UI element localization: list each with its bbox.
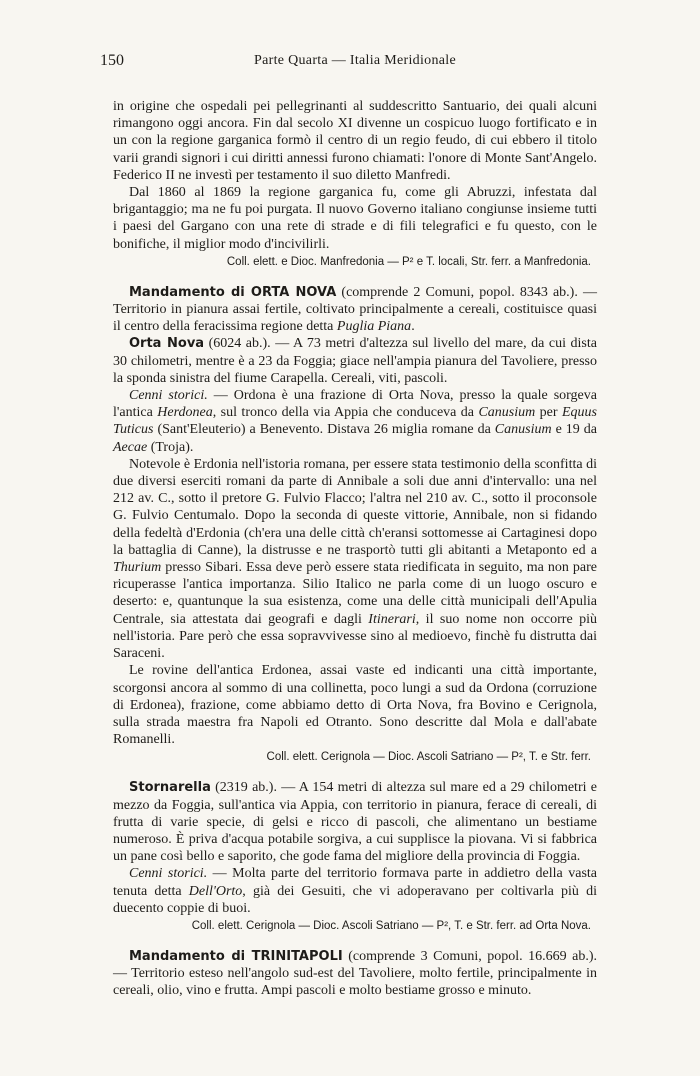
page-body (113, 98, 597, 1000)
footnote: Coll. elett. Cerignola — Dioc. Ascoli Satriano — P², T. e Str. ferr. ad Orta Nova. (191, 919, 591, 932)
page-header (100, 52, 610, 74)
cenni-label: Cenni storici. (129, 388, 208, 404)
cenni-label: Cenni storici. (129, 866, 208, 882)
section-stornarella: Stornarella (2319 ab.). — A 154 metri di altezza sul mare ed a 29 chilometri e mezzo da Foggia, sull'antica via Appia, con territorio in pianura, ferace di cereali, di frutta di varie specie, di gelsi e ricco di pascoli, che alimentano un bestiame numeroso. È priva d'acqua potabile sorgiva, a cui supplisce la piovana. Vi si fabbrica un pane così bello e saporito, che gode fama del migliore della provincia di Foggia. (113, 780, 597, 865)
section-heading: Mandamento di ORTA NOVA (129, 284, 337, 300)
paragraph: Dal 1860 al 1869 la regione garganica fu, come gli Abruzzi, infestata dal brigantaggio; ma ne fu poi purgata. Il nuovo Governo italiano congiunse insieme tutti i paesi del Gargano con una rete di strade e di fili telegrafici e fu questo, con le bonifiche, il miglior modo d'incivilirli. (113, 185, 597, 252)
town-name: Orta Nova (129, 336, 205, 352)
paragraph: Cenni storici. — Molta parte del territorio formava parte in addietro della vasta tenuta detta Dell'Orto, già dei Gesuiti, che vi adoperavano per coltivarla più di duecento coppie di buoi. (113, 866, 597, 916)
paragraph: Cenni storici. — Ordona è una frazione di Orta Nova, presso la quale sorgeva l'antica Herdonea, sul tronco della via Appia che conduceva da Canusium per Equus Tuticus (Sant'Eleuterio) a Benevento. Distava 26 miglia romane da Canusium e 19 da Aecae (Troja). (113, 388, 597, 455)
paragraph: Orta Nova (6024 ab.). — A 73 metri d'altezza sul livello del mare, da cui dista 30 chilometri, mentre è a 23 da Foggia; giace nell'ampia pianura del Tavoliere, presso la sponda sinistra del fiume Carapella. Cereali, viti, pascoli. (113, 336, 597, 386)
section-orta-nova: Mandamento di ORTA NOVA (comprende 2 Comuni, popol. 8343 ab.). — Territorio in pianura assai fertile, coltivato principalmente a cereali, costituisce quasi il centro della feracissima regione detta Puglia Piana. (113, 284, 597, 335)
paragraph: in origine che ospedali pei pellegrinanti al suddescritto Santuario, dei quali alcuni rimangono oggi ancora. Fin dal secolo XI divenne un cospicuo luogo fortificato e in un con la regione garganica formò il centro di un regio feudo, di cui ebbero il titolo varii grandi signori i cui diritti annessi furono chiamati: l'onore di Monte Sant'Angelo. Federico II ne investì per testamento il suo diletto Manfredi. (113, 99, 597, 183)
section-trinitapoli: Mandamento di TRINITAPOLI (comprende 3 Comuni, popol. 16.669 ab.). — Territorio esteso nell'angolo sud-est del Tavoliere, molto fertile, principalmente in cereali, olio, vino e frutta. Ampi pascoli e molto bestiame grosso e minuto. (113, 948, 597, 999)
footnote: Coll. elett. Cerignola — Dioc. Ascoli Satriano — P², T. e Str. ferr. (266, 751, 591, 764)
footnote: Coll. elett. e Dioc. Manfredonia — P² e T. locali, Str. ferr. a Manfredonia. (226, 255, 591, 268)
section-heading: Stornarella (129, 780, 211, 796)
section-heading: Mandamento di TRINITAPOLI (129, 948, 343, 964)
running-title: Parte Quarta — Italia Meridionale (254, 53, 456, 68)
paragraph: Le rovine dell'antica Erdonea, assai vaste ed indicanti una città importante, scorgonsi ancora al sommo di una collinetta, poco lungi a sud da Ordona (corruzione di Erdonea), frazione, come abbiamo detto di Orta Nova, fra Bovino e Cerignola, sulla strada maestra fra Napoli ed Otranto. Sono descritte dal Mola e dall'abate Romanelli. (113, 663, 597, 748)
paragraph: Notevole è Erdonia nell'istoria romana, per essere stata testimonio della sconfitta di due diversi eserciti romani da parte di Annibale a soli due anni d'intervallo: una nel 212 av. C., sotto il pretore G. Fulvio Flacco; l'altra nel 210 av. C., sotto il proconsole G. Fulvio Centumalo. Dopo la seconda di queste vittorie, Annibale, non si fidando della fedeltà d'Erdonia (ch'era una delle città ch'eransi sottomesse ai Cartaginesi dopo la battaglia di Canne), la distrusse e ne trasportò tutti gli abitanti a Metaponto ed a Thurium presso Sibari. Essa deve però essere stata riedificata in seguito, ma non pare ricuperasse l'antica importanza. Silio Italico ne parla come di un luogo oscuro e deserto: e, quantunque la sua esistenza, come una delle città municipali dell'Apulia Centrale, sia attestata dai geografi e dagli Itinerari, il suo nome non occorre più nell'istoria. Pare però che essa sopravvivesse sino al medioevo, finchè fu distrutta dai Saraceni. (113, 456, 598, 662)
page-number: 150 (100, 52, 124, 69)
